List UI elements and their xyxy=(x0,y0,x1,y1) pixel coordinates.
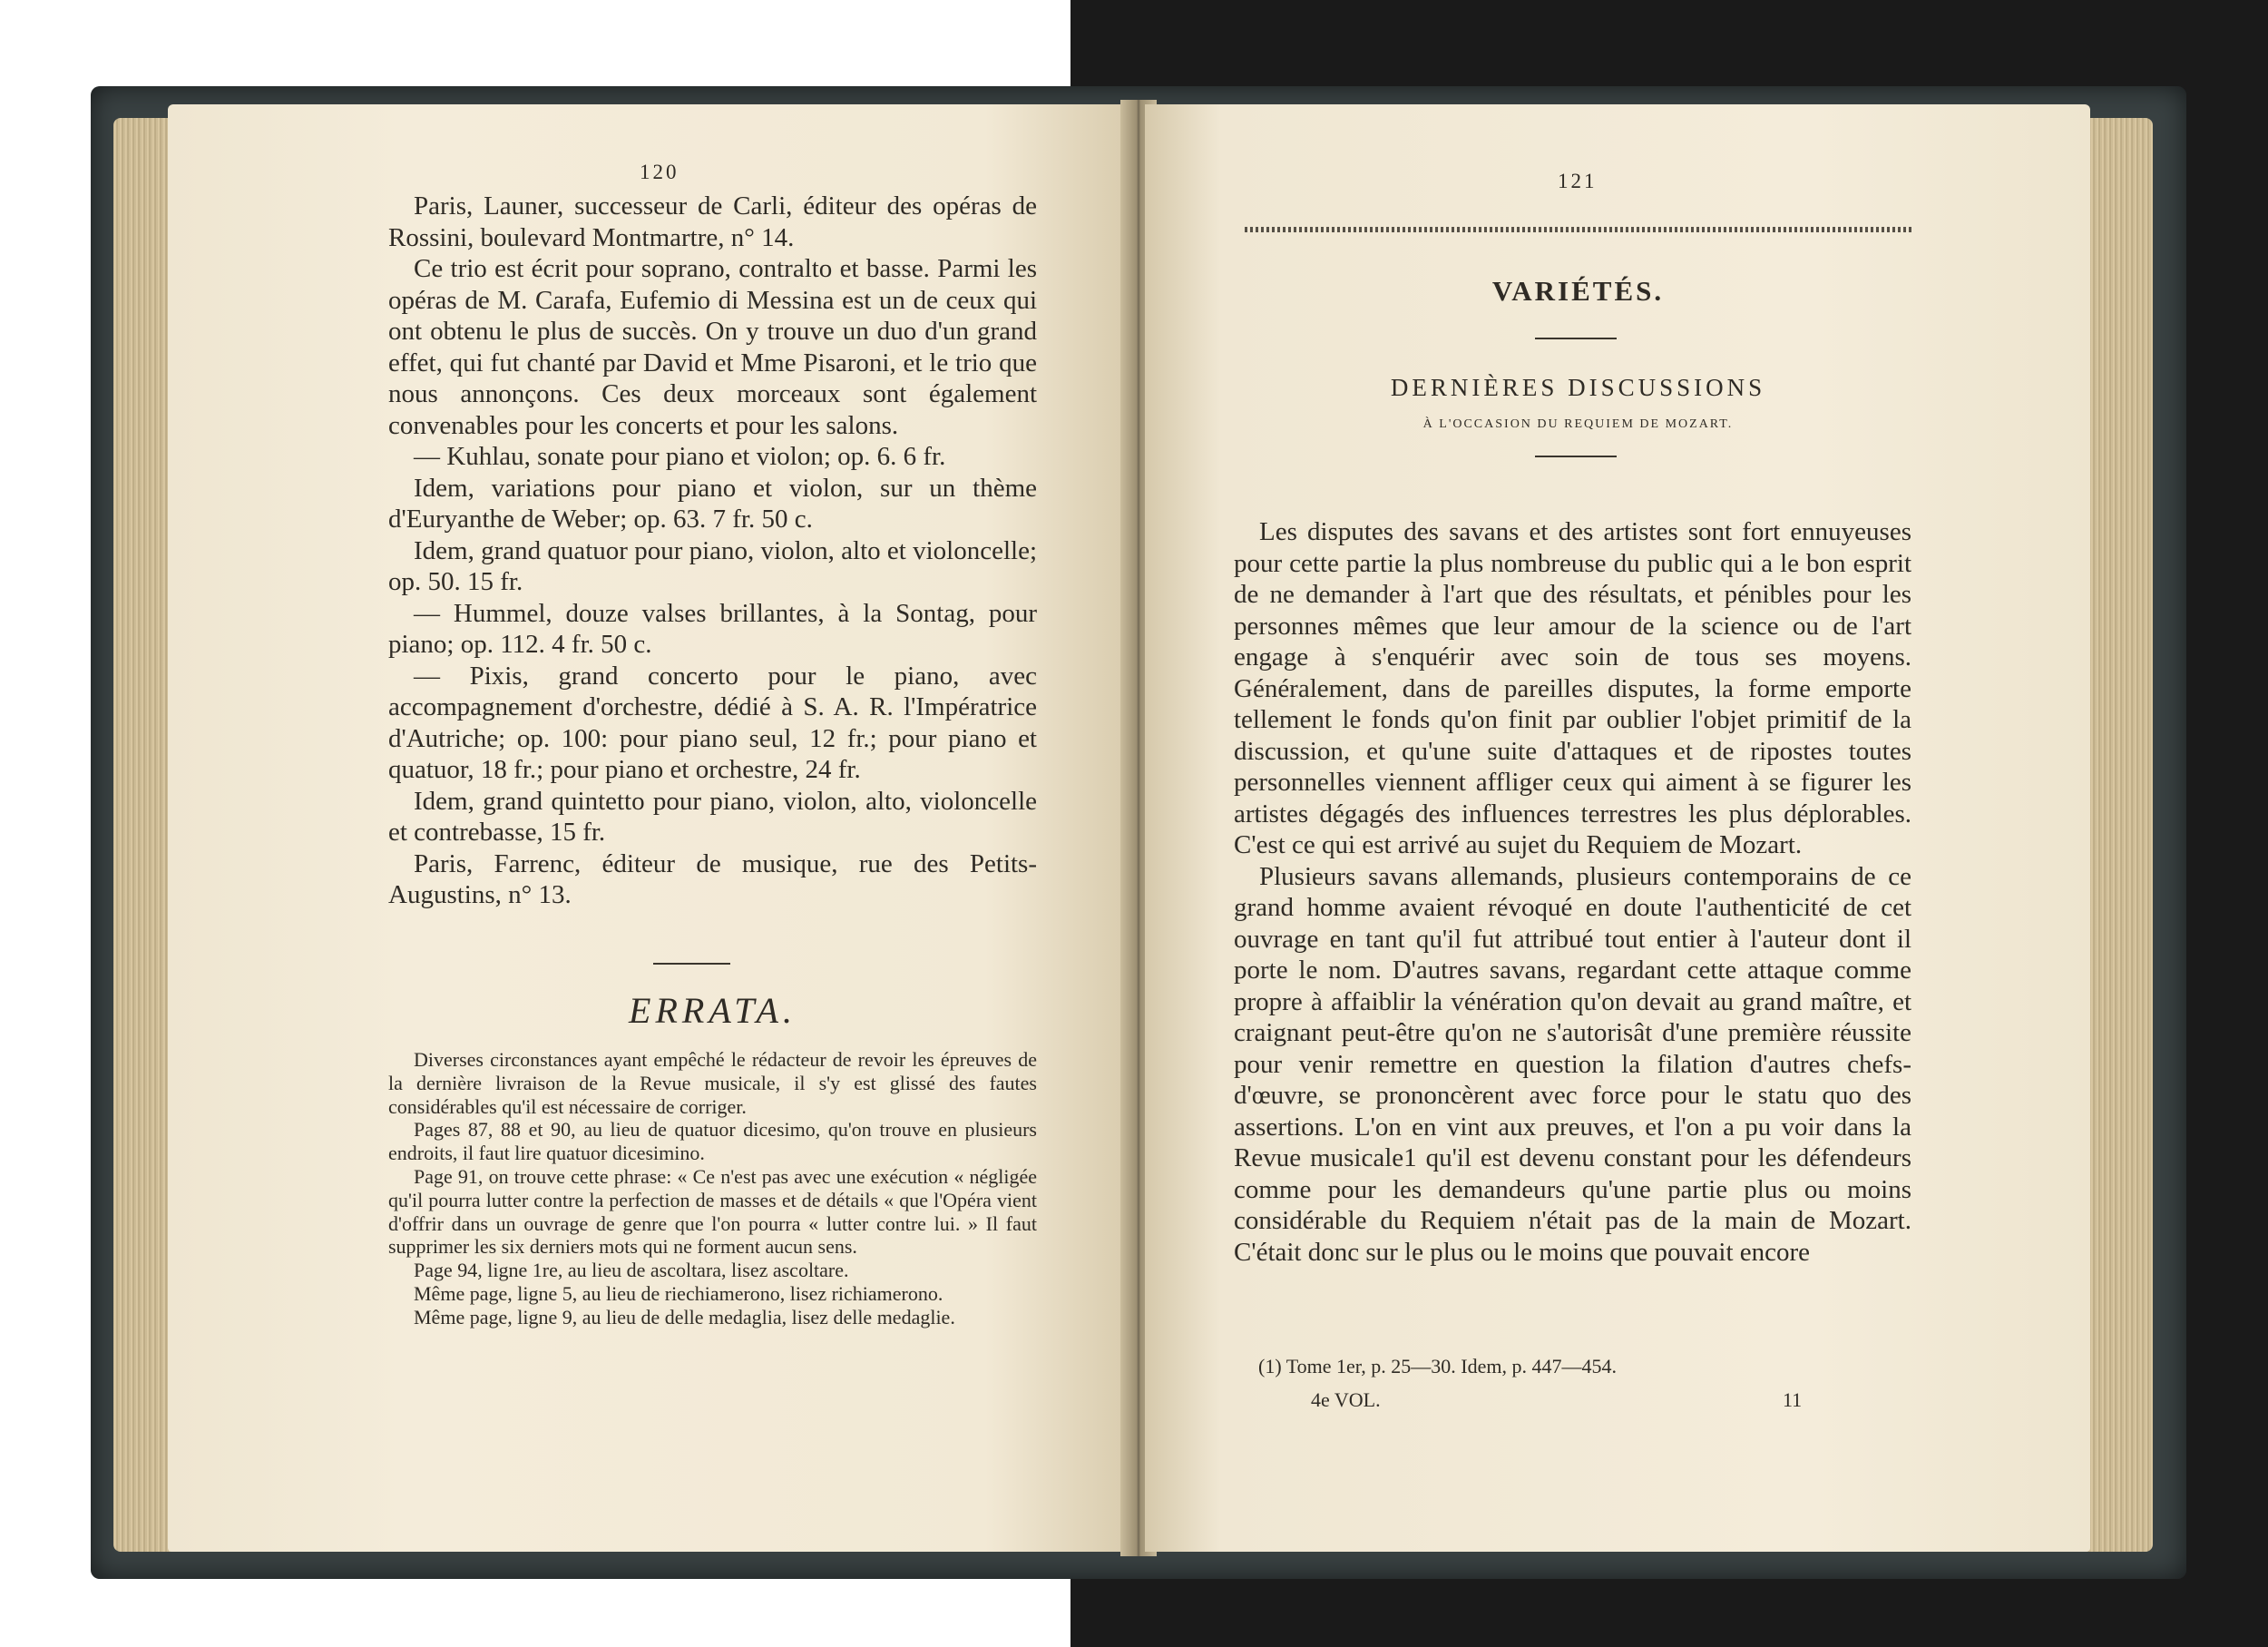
paragraph: Page 91, on trouve cette phrase: « Ce n'est pas avec une exécution « négligée qu'il pourra lutter contre la perfection de masses et de détails « que l'Opéra vient d'offrir dans un ouvrage de genre que l'on pourra « lutter contre lui. » Il faut supprimer les six derniers mots qui ne forment aucun sens. xyxy=(388,1164,1037,1259)
page-number-left: 120 xyxy=(640,161,679,183)
paragraph: Page 94, ligne 1re, au lieu de ascoltara, lisez ascoltare. xyxy=(414,1259,849,1282)
article-title: DERNIÈRES DISCUSSIONS xyxy=(1390,374,1766,401)
subtitle-divider xyxy=(1535,456,1617,457)
right-page-edges xyxy=(2085,118,2153,1552)
paragraph: Les disputes des savans et des artistes sont fort ennuyeuses pour cette partie la plus nombreuse du public qui a le bon esprit de ne demander à l'art que des résultats, et pénibles pour les personnes mêmes que leur amour de la science ou de l'art engage à s'enquérir avec soin de tous ses moyens. Généralement, dans de pareilles disputes, la forme emporte tellement le fonds qu'on finit par oublier l'objet primitif de la discussion, et qu'une suite d'attaques et de ripostes toutes personnelles viennent affliger ceux qui aiment à se figurer les artistes dégagés des influences terrestres les plus déplorables. C'est ce qui est arrivé au sujet du Requiem de Mozart. xyxy=(1234,517,1911,859)
section-title: VARIÉTÉS. xyxy=(1491,275,1665,307)
paragraph: Même page, ligne 9, au lieu de delle medaglia, lisez delle medaglie. xyxy=(414,1305,955,1328)
left-body-text xyxy=(388,191,1037,911)
left-page xyxy=(168,104,1129,1552)
paragraph: Même page, ligne 5, au lieu de riechiamerono, lisez richiamerono. xyxy=(414,1281,943,1305)
errata-title: ERRATA. xyxy=(629,990,797,1031)
volume-label: 4e VOL. xyxy=(1311,1388,1381,1411)
paragraph: Idem, grand quatuor pour piano, violon, alto et violoncelle; op. 50. 15 fr. xyxy=(388,535,1037,596)
paragraph: — Hummel, douze valses brillantes, à la Sontag, pour piano; op. 112. 4 fr. 50 c. xyxy=(388,598,1037,659)
paragraph: Pages 87, 88 et 90, au lieu de quatuor dicesimo, qu'on trouve en plusieurs endroits, il faut lire quatuor dicesimino. xyxy=(388,1118,1037,1165)
paragraph: — Kuhlau, sonate pour piano et violon; op. 6. 6 fr. xyxy=(414,442,946,471)
paragraph: Idem, grand quintetto pour piano, violon, alto, violoncelle et contrebasse, 15 fr. xyxy=(388,786,1037,847)
paragraph: Paris, Launer, successeur de Carli, éditeur des opéras de Rossini, boulevard Montmartre, n° 14. xyxy=(388,191,1037,252)
right-body-text xyxy=(1234,516,1911,1268)
signature-mark: 11 xyxy=(1783,1388,1803,1411)
paragraph: Paris, Farrenc, éditeur de musique, rue des Petits-Augustins, n° 13. xyxy=(388,848,1037,909)
paragraph: Ce trio est écrit pour soprano, contralto et basse. Parmi les opéras de M. Carafa, Eufemio di Messina est un de ceux qui ont obtenu le plus de succès. On y trouve un duo d'un grand effet, qui fut chanté par David et Mme Pisaroni, et le trio que nous annonçons. Ces deux morceaux sont également convenables pour les concerts et pour les salons. xyxy=(388,254,1037,440)
footnote: (1) Tome 1er, p. 25—30. Idem, p. 447—454. xyxy=(1258,1355,1617,1377)
paragraph: Plusieurs savans allemands, plusieurs contemporains de ce grand homme avaient révoqué en doute l'authenticité de cet ouvrage en tant qu'il fut attribué tout entier à l'auteur dont il porte le nom. D'autres savans, regardant cette attaque comme propre à affaiblir la vénération qu'on devait au grand maître, et craignant peut-être qu'on ne s'autorisât d'une première réussite pour venir remettre en question la filation d'autres chefs-d'œuvre, se prononcèrent avec force pour le statu quo des assertions. L'on en vint aux preuves, et l'on a pu voir dans la Revue musicale1 qu'il est devenu constant pour les défendeurs comme pour les demandeurs qu'une partie plus ou moins considérable du Requiem n'était pas de la main de Mozart. C'était donc sur le plus ou le moins que pouvait encore xyxy=(1234,861,1911,1267)
right-page xyxy=(1145,104,2090,1552)
paragraph: — Pixis, grand concerto pour le piano, avec accompagnement d'orchestre, dédié à S. A. R. l'Impératrice d'Autriche; op. 100: pour piano seul, 12 fr.; pour piano et quatuor, 18 fr.; pour piano et orchestre, 24 fr. xyxy=(388,661,1037,784)
paragraph: Idem, variations pour piano et violon, sur un thème d'Euryanthe de Weber; op. 63. 7 fr. 50 c. xyxy=(388,473,1037,534)
article-subtitle: À L'OCCASION DU REQUIEM DE MOZART. xyxy=(1422,417,1734,431)
page-number-right: 121 xyxy=(1558,170,1598,192)
section-divider xyxy=(653,963,730,965)
errata-text xyxy=(388,1048,1037,1329)
title-divider xyxy=(1535,338,1617,339)
header-rule xyxy=(1245,227,1911,232)
paragraph: Diverses circonstances ayant empêché le rédacteur de revoir les épreuves de la dernière livraison de la Revue musicale, il s'y est glissé des fautes considérables qu'il est nécessaire de corriger. xyxy=(388,1048,1037,1118)
